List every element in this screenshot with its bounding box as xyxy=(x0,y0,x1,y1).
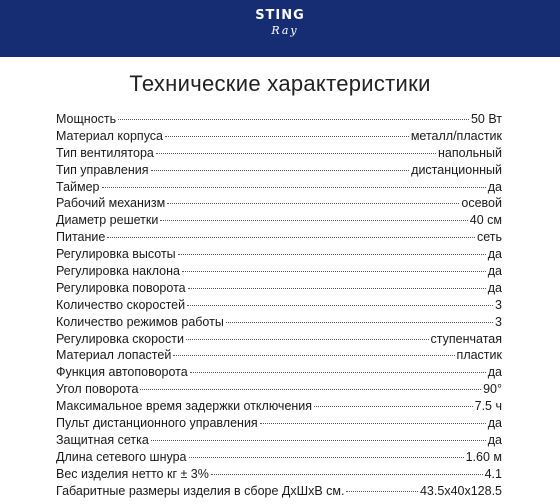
brand-logo xyxy=(0,9,560,38)
dot-leader xyxy=(151,170,410,171)
spec-label: Регулировка наклона xyxy=(56,264,180,279)
spec-row xyxy=(56,331,502,348)
spec-row xyxy=(56,483,502,500)
spec-label: Вес изделия нетто кг ± 3% xyxy=(56,466,209,481)
spec-row xyxy=(56,398,502,415)
spec-row xyxy=(56,179,502,196)
spec-row xyxy=(56,449,502,466)
dot-leader xyxy=(314,406,473,407)
spec-value: да xyxy=(487,179,502,194)
spec-value: 7.5 ч xyxy=(474,399,502,414)
spec-label: Тип управления xyxy=(56,162,149,177)
spec-label: Материал корпуса xyxy=(56,128,164,143)
spec-label: Регулировка поворота xyxy=(56,280,186,295)
dot-leader xyxy=(188,288,486,289)
dot-leader xyxy=(160,220,467,221)
dot-leader xyxy=(102,187,486,188)
dot-leader xyxy=(187,305,493,306)
spec-value: 43.5x40x128.5 xyxy=(419,483,502,498)
dot-leader xyxy=(165,136,409,137)
dot-leader xyxy=(260,423,486,424)
spec-label: Функция автоповорота xyxy=(56,365,188,380)
dot-leader xyxy=(186,339,429,340)
spec-label: Диаметр решетки xyxy=(56,213,159,228)
spec-row xyxy=(56,297,502,314)
spec-row xyxy=(56,364,502,381)
dot-leader xyxy=(118,119,469,120)
dot-leader xyxy=(226,322,493,323)
spec-value: 40 см xyxy=(469,213,502,228)
spec-value: напольный xyxy=(438,145,502,160)
spec-value: 3 xyxy=(495,314,502,329)
brand-subname: Ray xyxy=(271,24,299,37)
spec-row xyxy=(56,415,502,432)
spec-value: дистанционный xyxy=(411,162,502,177)
dot-leader xyxy=(140,389,481,390)
header-banner xyxy=(0,0,560,57)
dot-leader xyxy=(167,203,459,204)
dot-leader xyxy=(190,372,486,373)
spec-label: Таймер xyxy=(56,179,100,194)
spec-value: 50 Вт xyxy=(470,112,502,126)
spec-row xyxy=(56,212,502,229)
spec-label: Количество режимов работы xyxy=(56,314,224,329)
dot-leader xyxy=(189,457,464,458)
spec-label: Пульт дистанционного управления xyxy=(56,416,258,431)
dot-leader xyxy=(346,491,418,492)
spec-label: Мощность xyxy=(56,112,117,126)
dot-leader xyxy=(173,355,454,356)
spec-label: Регулировка высоты xyxy=(56,247,176,262)
dot-leader xyxy=(151,440,486,441)
spec-list xyxy=(56,111,502,499)
brand-name: STING xyxy=(255,8,305,23)
spec-value: 3 xyxy=(495,297,502,312)
spec-value: ступенчатая xyxy=(430,331,502,346)
spec-row xyxy=(56,145,502,162)
spec-row xyxy=(56,263,502,280)
spec-row xyxy=(56,466,502,483)
spec-value: да xyxy=(487,432,502,447)
spec-label: Регулировка скорости xyxy=(56,331,184,346)
spec-label: Количество скоростей xyxy=(56,297,186,312)
spec-label: Питание xyxy=(56,230,106,245)
spec-value: да xyxy=(487,416,502,431)
spec-label: Рабочий механизм xyxy=(56,196,166,211)
spec-row xyxy=(56,432,502,449)
spec-label: Угол поворота xyxy=(56,382,139,397)
spec-row xyxy=(56,314,502,331)
spec-row xyxy=(56,280,502,297)
spec-value: металл/пластик xyxy=(410,128,502,143)
spec-value: пластик xyxy=(456,348,502,363)
dot-leader xyxy=(178,254,486,255)
dot-leader xyxy=(156,153,436,154)
spec-row xyxy=(56,229,502,246)
spec-value: да xyxy=(487,280,502,295)
spec-label: Длина сетевого шнура xyxy=(56,449,187,464)
spec-row xyxy=(56,128,502,145)
spec-value: 1.60 м xyxy=(465,449,502,464)
dot-leader xyxy=(182,271,486,272)
spec-value: осевой xyxy=(461,196,502,211)
spec-label: Тип вентилятора xyxy=(56,145,154,160)
spec-label: Защитная сетка xyxy=(56,432,149,447)
spec-row xyxy=(56,111,502,128)
spec-value: 90° xyxy=(483,382,502,397)
spec-label: Габаритные размеры изделия в сборе ДхШхВ см. xyxy=(56,483,345,498)
spec-value: 4.1 xyxy=(484,466,502,481)
spec-value: да xyxy=(487,247,502,262)
page-title: Технические характеристики xyxy=(129,71,431,96)
spec-row xyxy=(56,195,502,212)
spec-row xyxy=(56,347,502,364)
spec-label: Материал лопастей xyxy=(56,348,172,363)
spec-row xyxy=(56,246,502,263)
spec-value: да xyxy=(487,365,502,380)
spec-label: Максимальное время задержки отключения xyxy=(56,399,313,414)
spec-row xyxy=(56,162,502,179)
dot-leader xyxy=(107,237,475,238)
dot-leader xyxy=(211,474,483,475)
spec-value: да xyxy=(487,264,502,279)
spec-value: сеть xyxy=(476,230,502,245)
spec-row xyxy=(56,381,502,398)
